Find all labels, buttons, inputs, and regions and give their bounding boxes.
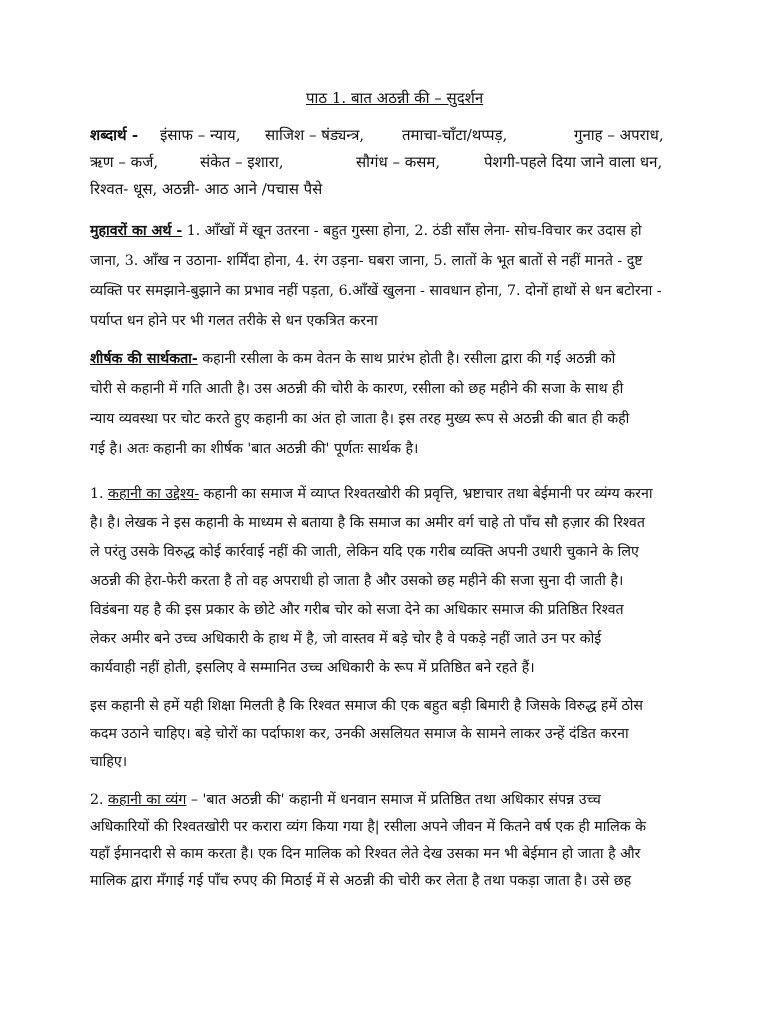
satire-line: मालिक द्वारा मँगाई गई पाँच रुपए की मिठाई में से अठन्नी की चोरी कर लेता है तथा पकड़ा जाता है। उसे छह xyxy=(90,873,632,889)
purpose-line: ले परंतु उसके विरुद्ध कोई कार्रवाई नहीं की जाती, लेकिन यदि एक गरीब व्यक्ति अपनी उधारी चुकाने के लिए xyxy=(90,544,639,560)
page-title: पाठ 1. बात अठन्नी की – सुदर्शन xyxy=(306,89,484,107)
vocab-item: इंसाफ – न्याय, xyxy=(160,126,241,144)
satire-line: अधिकारियों की रिश्वतखोरी पर करारा व्यंग किया गया है| रसीला अपने जीवन में कितने वर्ष एक ही मालिक के xyxy=(90,819,647,835)
purpose-section xyxy=(90,484,742,684)
vocab-item: संकेत – इशारा, xyxy=(200,153,284,171)
purpose-label: कहानी का उद्देश्य- xyxy=(108,486,199,502)
purpose-line: है। है। लेखक ने इस कहानी के माध्यम से बताया है कि समाज का अमीर वर्ग चाहे तो पाँच सौ हज़ार की रिश्वत xyxy=(90,515,645,531)
vocabulary-row-1 xyxy=(90,125,138,145)
satire-number: 2. xyxy=(90,792,109,808)
vocab-item: साजिश – षंड्यन्त्र, xyxy=(265,126,365,144)
purpose-line: कार्यवाही नहीं होती, इसलिए वे सम्मानित उच्च अधिकारी के रूप में प्रतिष्ठित बने रहते हैं। xyxy=(90,660,535,676)
idioms-line: पर्याप्त धन होने पर भी गलत तरीके से धन एकत्रित करना xyxy=(90,313,378,329)
idioms-section xyxy=(90,221,742,336)
title-significance-label: शीर्षक की सार्थकता- xyxy=(90,351,198,367)
title-significance-section xyxy=(90,349,742,464)
significance-line: चोरी से कहानी में गति आती है। उस अठन्नी की चोरी के कारण, रसीला को छह महीने की सजा के साथ ही xyxy=(90,381,624,397)
vocab-item: रिश्वत- धूस, अठन्नी- आठ आने /पचास पैसे xyxy=(90,180,323,198)
lesson-section xyxy=(90,696,742,776)
idioms-line: व्यक्ति पर समझाने-बुझाने का प्रभाव नहीं पड़ता, 6.आँखें खुलना - सावधान होना, 7. दोनों हाथों से धन बटोरना - xyxy=(90,283,662,299)
vocab-item: सौगंध – कसम, xyxy=(356,153,441,171)
idioms-line: 1. आँखों में खून उतरना - बहुत गुस्सा होना, 2. ठंडी साँस लेना- सोच-विचार कर उदास हो xyxy=(182,223,642,239)
idioms-line: जाना, 3. आँख न उठाना- शर्मिंदा होना, 4. रंग उड़ना- घबरा जाना, 5. लातों के भूत बातों से नहीं मानते - दुष्ट xyxy=(90,253,643,269)
idioms-label: मुहावरों का अर्थ - xyxy=(90,223,183,239)
purpose-line: कहानी का समाज में व्याप्त रिश्वतखोरी की प्रवृत्ति, भ्रष्टाचार तथा बेईमानी पर व्यंग्य करना xyxy=(198,486,653,502)
satire-line: – 'बात अठन्नी की' कहानी में धनवान समाज में प्रतिष्ठित तथा अधिकार संपन्न उच्च xyxy=(186,792,601,808)
satire-label: कहानी का व्यंग xyxy=(108,792,187,808)
purpose-number: 1. xyxy=(90,486,109,502)
purpose-line: अठन्नी की हेरा-फेरी करता है तो वह अपराधी हो जाता है और उसको छह महीने की सजा सुना दी जाती है। xyxy=(90,573,624,589)
lesson-line: चाहिए। xyxy=(90,754,128,770)
purpose-line: लेकर अमीर बने उच्च अधिकारी के हाथ में है, जो वास्तव में बड़े चोर है वे पकड़े नहीं जाते उन पर कोई xyxy=(90,631,602,647)
vocab-item: गुनाह – अपराध, xyxy=(574,126,664,144)
significance-line: गई है। अतः कहानी का शीर्षक 'बात अठन्नी की' पूर्णतः सार्थक है। xyxy=(90,441,419,457)
significance-line: कहानी रसीला के कम वेतन के साथ प्रारंभ होती है। रसीला द्वारा की गई अठन्नी को xyxy=(197,351,616,367)
lesson-line: कदम उठाने चाहिए। बड़े चोरों का पर्दाफाश कर, उनकी असलियत समाज के सामने लाकर उन्हें दंडित करना xyxy=(90,726,629,742)
lesson-line: इस कहानी से हमें यही शिक्षा मिलती है कि रिश्वत समाज की एक बहुत बड़ी बिमारी है जिसके विरुद्ध हमें ठोस xyxy=(90,698,643,714)
satire-section xyxy=(90,790,742,900)
significance-line: न्याय व्यवस्था पर चोट करते हुए कहानी का अंत हो जाता है। इस तरह मुख्य रूप से अठन्नी की बात ही कही xyxy=(90,411,630,427)
purpose-line: विडंबना यह है की इस प्रकार के छोटे और गरीब चोर को सजा देने का अधिकार समाज की प्रतिष्ठित रिश्वत xyxy=(90,602,624,618)
vocab-item: तमाचा-चाँटा/थप्पड़, xyxy=(402,126,508,144)
vocab-item: ऋण – कर्ज, xyxy=(90,153,159,171)
vocab-item: पेशगी-पहले दिया जाने वाला धन, xyxy=(484,153,663,171)
satire-line: यहाँ ईमानदारी से काम करता है। एक दिन मालिक को रिश्वत लेते देख उसका मन भी बेईमान हो जाता है और xyxy=(90,846,641,862)
vocabulary-label: शब्दार्थ - xyxy=(90,126,139,144)
